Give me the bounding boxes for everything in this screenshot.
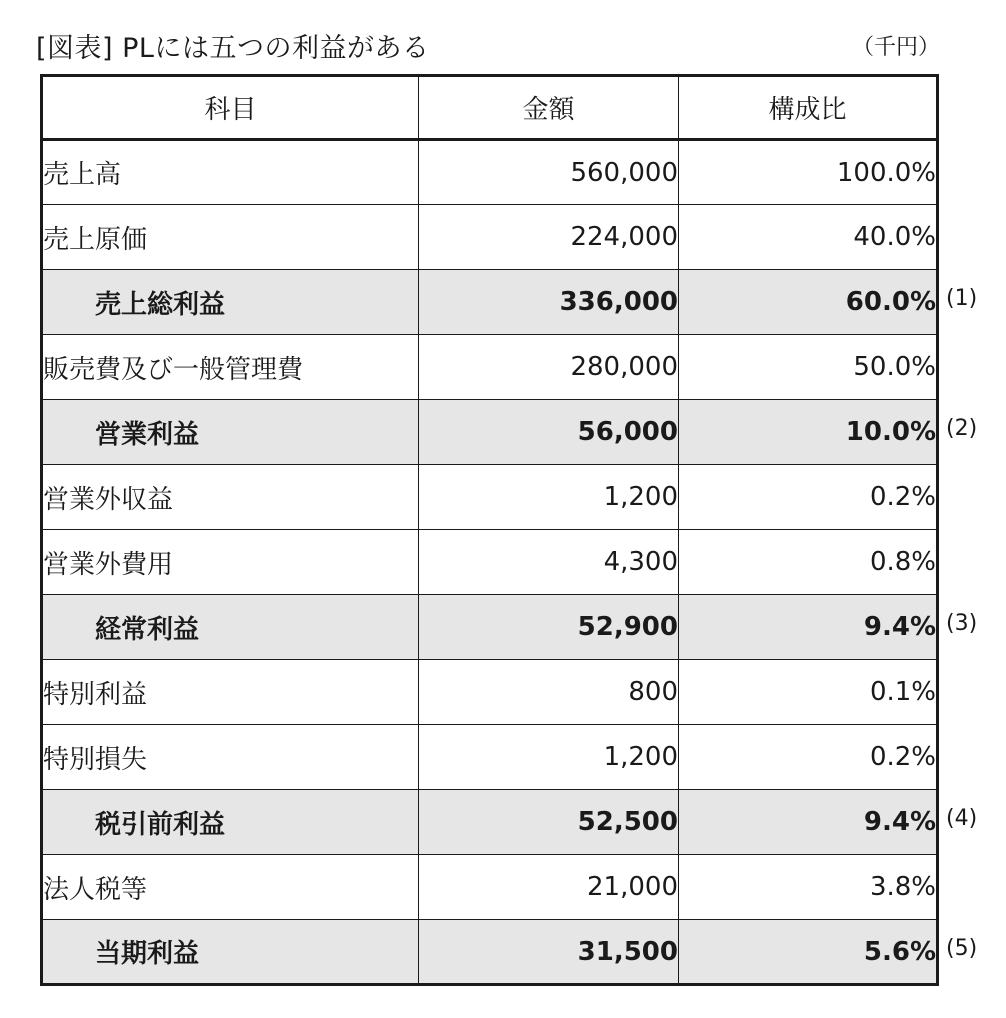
- profit-marker-5: (5): [946, 936, 978, 961]
- table-row: [42, 140, 938, 205]
- profit-row: [42, 270, 938, 335]
- profit-row: [42, 790, 938, 855]
- profit-row: [42, 920, 938, 985]
- row-ratio: 60.0%: [679, 270, 938, 335]
- table-row: [42, 335, 938, 400]
- profit-marker-4: (4): [946, 806, 978, 831]
- row-amount: 21,000: [419, 855, 679, 920]
- row-item: 特別利益: [42, 660, 419, 725]
- table-row: [42, 530, 938, 595]
- row-item: 営業利益: [42, 400, 419, 465]
- row-amount: 52,500: [419, 790, 679, 855]
- row-ratio: 0.1%: [679, 660, 938, 725]
- table-row: [42, 855, 938, 920]
- row-ratio: 50.0%: [679, 335, 938, 400]
- row-item: 売上高: [42, 140, 419, 205]
- row-item: 特別損失: [42, 725, 419, 790]
- row-item: 当期利益: [42, 920, 419, 985]
- row-ratio: 10.0%: [679, 400, 938, 465]
- row-amount: 52,900: [419, 595, 679, 660]
- row-item: 営業外収益: [42, 465, 419, 530]
- row-amount: 800: [419, 660, 679, 725]
- row-item: 法人税等: [42, 855, 419, 920]
- table-row: [42, 725, 938, 790]
- row-item: 売上総利益: [42, 270, 419, 335]
- row-amount: 4,300: [419, 530, 679, 595]
- profit-marker-2: (2): [946, 416, 978, 441]
- row-ratio: 0.8%: [679, 530, 938, 595]
- header-item: 科目: [42, 76, 419, 140]
- unit-label: （千円）: [851, 35, 940, 60]
- table-row: [42, 660, 938, 725]
- row-ratio: 5.6%: [679, 920, 938, 985]
- profit-loss-table: [40, 74, 939, 986]
- row-amount: 56,000: [419, 400, 679, 465]
- row-ratio: 0.2%: [679, 725, 938, 790]
- table-header-row: [42, 76, 938, 140]
- row-item: 税引前利益: [42, 790, 419, 855]
- table-row: [42, 205, 938, 270]
- row-ratio: 3.8%: [679, 855, 938, 920]
- row-item: 営業外費用: [42, 530, 419, 595]
- profit-marker-1: (1): [946, 286, 978, 311]
- profit-row: [42, 595, 938, 660]
- row-amount: 31,500: [419, 920, 679, 985]
- row-item: 経常利益: [42, 595, 419, 660]
- row-amount: 336,000: [419, 270, 679, 335]
- header-amount: 金額: [419, 76, 679, 140]
- row-amount: 280,000: [419, 335, 679, 400]
- table-row: [42, 465, 938, 530]
- profit-row: [42, 400, 938, 465]
- figure-title: [図表] PLには五つの利益がある: [36, 33, 430, 64]
- row-amount: 1,200: [419, 725, 679, 790]
- row-ratio: 0.2%: [679, 465, 938, 530]
- row-amount: 1,200: [419, 465, 679, 530]
- row-amount: 224,000: [419, 205, 679, 270]
- row-amount: 560,000: [419, 140, 679, 205]
- row-ratio: 100.0%: [679, 140, 938, 205]
- profit-marker-3: (3): [946, 611, 978, 636]
- header-ratio: 構成比: [679, 76, 938, 140]
- row-ratio: 40.0%: [679, 205, 938, 270]
- row-item: 販売費及び一般管理費: [42, 335, 419, 400]
- row-ratio: 9.4%: [679, 595, 938, 660]
- row-ratio: 9.4%: [679, 790, 938, 855]
- row-item: 売上原価: [42, 205, 419, 270]
